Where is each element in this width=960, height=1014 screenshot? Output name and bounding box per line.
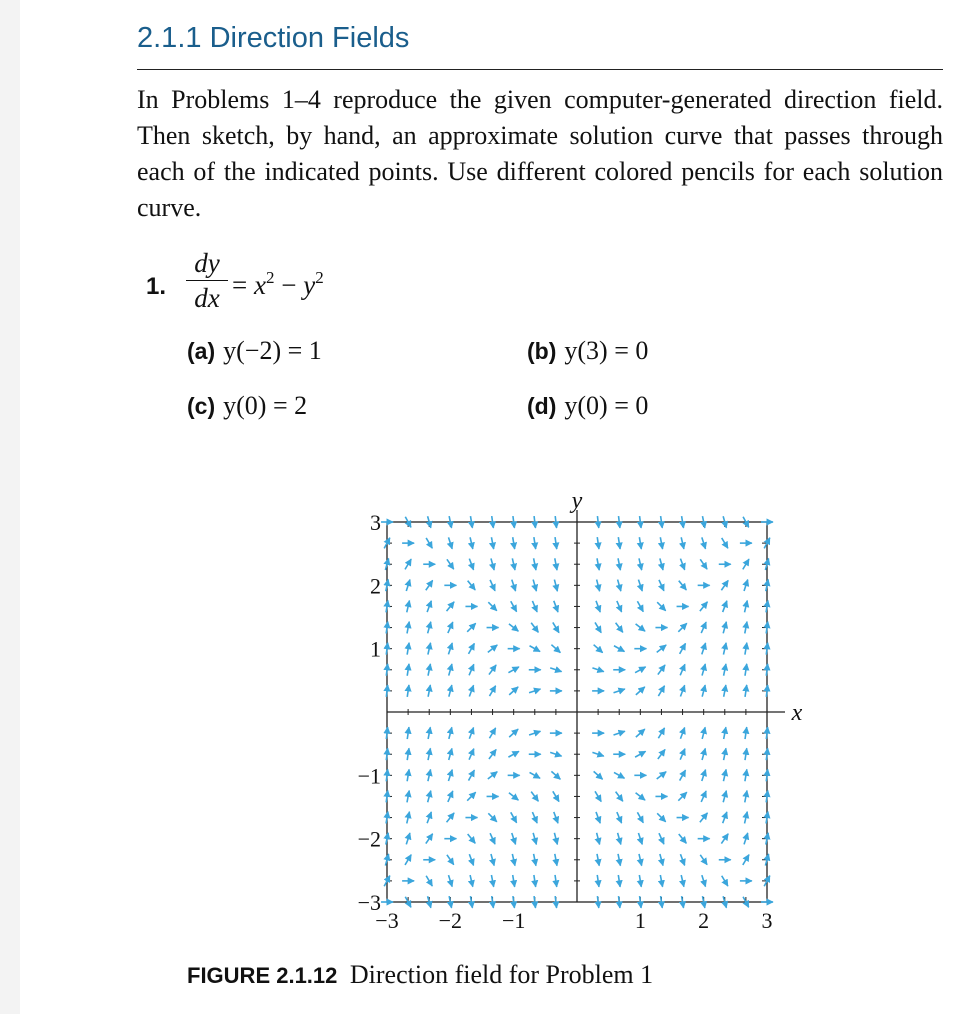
field-arrow: [659, 580, 664, 591]
field-arrow: [745, 685, 747, 697]
field-arrow: [407, 685, 409, 697]
field-arrow: [745, 769, 747, 781]
field-arrow: [491, 854, 494, 866]
field-arrow: [492, 896, 494, 908]
field-arrow: [744, 833, 748, 844]
field-arrow: [657, 772, 666, 779]
field-arrow: [743, 559, 749, 569]
field-arrow: [407, 791, 409, 803]
field-arrow: [508, 751, 518, 757]
field-arrow: [640, 516, 641, 528]
y-tick-label: −2: [357, 826, 381, 852]
field-arrow: [448, 537, 452, 548]
y-tick-label: 3: [370, 510, 381, 535]
field-arrow: [428, 748, 430, 760]
field-arrow: [724, 727, 726, 739]
field-arrow: [553, 622, 559, 632]
direction-field-plot: [20, 0, 960, 1014]
field-arrow: [597, 580, 600, 592]
field-arrow: [722, 876, 728, 886]
field-arrow: [660, 537, 662, 549]
field-arrow: [594, 771, 603, 779]
field-arrow: [489, 728, 495, 738]
field-arrow: [661, 896, 663, 908]
field-arrow: [745, 812, 748, 824]
y-tick-label: −3: [357, 890, 381, 915]
x-tick-label: −1: [501, 908, 526, 933]
x-tick-label: 3: [761, 908, 773, 933]
field-arrow: [513, 896, 514, 908]
field-arrow: [680, 854, 684, 865]
field-arrow: [386, 812, 388, 824]
field-arrow: [745, 791, 747, 803]
field-arrow: [700, 813, 708, 822]
field-arrow: [489, 749, 496, 759]
field-arrow: [511, 601, 517, 611]
field-arrow: [636, 687, 645, 695]
field-arrow: [658, 749, 665, 759]
y-tick-label: 2: [370, 573, 381, 599]
field-arrow: [701, 791, 706, 802]
field-arrow: [407, 812, 410, 824]
field-arrow: [724, 748, 726, 760]
field-arrow: [745, 664, 747, 676]
field-arrow: [635, 667, 645, 673]
field-arrow: [428, 622, 431, 634]
field-arrow: [681, 537, 684, 549]
field-arrow: [490, 580, 495, 591]
field-arrow: [745, 748, 747, 760]
field-arrow: [658, 686, 664, 696]
field-arrow: [470, 516, 472, 528]
field-arrow: [616, 792, 623, 802]
field-arrow: [428, 664, 430, 676]
field-arrow: [554, 812, 558, 823]
fraction-denominator: dx: [194, 283, 220, 313]
field-arrow: [488, 813, 496, 821]
field-arrow: [531, 623, 538, 633]
field-arrow: [447, 855, 454, 865]
field-arrow: [614, 689, 625, 693]
field-arrow: [639, 558, 642, 570]
field-arrow: [596, 812, 600, 823]
rhs-y-exponent: 2: [315, 268, 324, 287]
field-arrow: [766, 812, 768, 824]
field-arrow: [509, 729, 518, 737]
field-arrow: [489, 686, 495, 696]
field-arrow: [724, 664, 726, 676]
field-arrow: [744, 580, 748, 591]
field-arrow: [489, 665, 496, 675]
field-arrow: [635, 751, 645, 757]
field-arrow: [512, 854, 515, 866]
field-arrow: [449, 748, 452, 760]
field-arrow: [723, 791, 726, 803]
field-arrow: [426, 876, 432, 886]
field-arrow: [428, 685, 430, 697]
field-arrow: [595, 622, 601, 632]
field-arrow: [597, 854, 599, 866]
field-arrow: [488, 772, 497, 779]
field-arrow: [702, 727, 705, 739]
field-arrow: [637, 601, 643, 611]
field-arrow: [509, 687, 518, 695]
field-arrow: [406, 580, 410, 591]
section-number: 2.1.1: [137, 22, 202, 54]
field-arrow: [638, 833, 642, 844]
field-arrow: [555, 875, 557, 887]
field-arrow: [470, 896, 472, 908]
field-arrow: [617, 601, 622, 612]
field-arrow: [639, 537, 641, 549]
field-arrow: [618, 875, 620, 887]
part-a-label: (a): [187, 338, 216, 364]
field-arrow: [449, 664, 452, 676]
field-arrow: [469, 854, 473, 865]
part-a-expr: y(−2) = 1: [223, 336, 322, 365]
field-arrow: [592, 668, 603, 672]
field-arrow: [680, 664, 685, 675]
field-arrow: [407, 727, 409, 739]
field-arrow: [659, 833, 664, 844]
field-arrow: [657, 645, 666, 652]
field-arrow: [618, 833, 621, 845]
x-tick-label: −2: [438, 908, 463, 933]
x-axis-label: x: [791, 700, 803, 726]
part-d-label: (d): [527, 393, 557, 419]
field-arrow: [529, 731, 540, 735]
field-arrow: [614, 731, 625, 735]
field-arrow: [640, 896, 641, 908]
field-arrow: [660, 875, 662, 887]
field-arrow: [488, 645, 497, 652]
field-arrow: [636, 793, 645, 800]
field-arrow: [723, 812, 727, 823]
field-arrow: [426, 538, 432, 548]
field-arrow: [533, 580, 536, 592]
field-arrow: [447, 559, 454, 569]
field-arrow: [661, 516, 663, 528]
field-arrow: [407, 664, 409, 676]
problem-number: 1.: [146, 273, 167, 300]
field-arrow: [469, 770, 475, 780]
field-arrow: [555, 854, 557, 866]
field-arrow: [386, 601, 388, 613]
field-arrow: [745, 643, 747, 655]
field-arrow: [682, 896, 684, 908]
field-arrow: [469, 559, 473, 570]
field-arrow: [448, 770, 452, 781]
field-arrow: [723, 769, 726, 781]
field-arrow: [597, 833, 600, 845]
field-arrow: [637, 812, 643, 822]
field-arrow: [407, 601, 410, 613]
field-arrow: [723, 643, 726, 655]
field-arrow: [678, 792, 686, 800]
field-arrow: [680, 559, 684, 570]
field-arrow: [766, 601, 768, 613]
field-arrow: [447, 602, 455, 611]
part-b-label: (b): [527, 338, 557, 364]
field-arrow: [680, 770, 686, 780]
field-arrow: [679, 581, 687, 590]
y-tick-label: −1: [357, 763, 381, 789]
field-arrow: [468, 834, 476, 843]
field-arrow: [470, 537, 473, 549]
rhs-x: x: [253, 270, 266, 300]
field-arrow: [448, 622, 453, 633]
field-arrow: [618, 854, 620, 866]
field-arrow: [723, 601, 727, 612]
field-arrow: [532, 812, 537, 823]
field-arrow: [491, 537, 493, 549]
field-arrow: [555, 558, 557, 570]
field-arrow: [534, 537, 536, 549]
field-arrow: [681, 875, 684, 887]
field-arrow: [597, 558, 599, 570]
field-arrow: [448, 875, 452, 886]
field-arrow: [530, 646, 540, 652]
field-arrow: [745, 601, 748, 613]
field-arrow: [636, 729, 645, 737]
field-arrow: [597, 537, 599, 549]
figure-caption: [187, 960, 653, 990]
field-arrow: [531, 792, 538, 802]
field-arrow: [618, 558, 620, 570]
field-arrow: [639, 854, 642, 866]
field-arrow: [550, 752, 561, 756]
field-arrow: [513, 875, 515, 887]
field-arrow: [721, 580, 728, 590]
field-arrow: [745, 727, 747, 739]
field-arrow: [529, 689, 540, 693]
field-arrow: [594, 645, 603, 653]
field-arrow: [407, 622, 409, 634]
field-arrow: [509, 624, 518, 631]
field-arrow: [534, 558, 536, 570]
field-arrow: [743, 855, 749, 865]
field-arrow: [595, 791, 601, 801]
field-arrow: [680, 727, 684, 738]
field-arrow: [700, 855, 707, 865]
field-arrow: [469, 727, 473, 738]
field-arrow: [702, 537, 706, 548]
field-arrow: [702, 643, 706, 654]
field-arrow: [658, 728, 664, 738]
field-arrow: [724, 685, 726, 697]
field-arrow: [534, 875, 536, 887]
field-arrow: [550, 668, 561, 672]
field-arrow: [679, 834, 687, 843]
field-arrow: [702, 685, 705, 697]
field-arrow: [702, 770, 706, 781]
field-arrow: [491, 875, 493, 887]
field-arrow: [428, 727, 430, 739]
minus-sign: −: [281, 270, 297, 300]
field-arrow: [533, 833, 536, 845]
field-arrow: [407, 748, 409, 760]
field-arrow: [427, 812, 431, 823]
field-arrow: [555, 537, 557, 549]
field-arrow: [448, 643, 452, 654]
field-arrow: [701, 622, 706, 633]
y-tick-label: 1: [370, 636, 381, 662]
field-arrow: [551, 645, 560, 653]
field-arrow: [721, 834, 728, 844]
field-arrow: [534, 854, 536, 866]
field-arrow: [680, 749, 685, 760]
field-arrow: [448, 791, 453, 802]
field-arrow: [469, 643, 475, 653]
field-arrow: [639, 875, 641, 887]
field-arrow: [509, 793, 518, 800]
field-arrow: [702, 664, 705, 676]
field-arrow: [596, 601, 600, 612]
field-arrow: [491, 558, 494, 570]
field-arrow: [468, 581, 476, 590]
field-arrow: [614, 772, 624, 778]
field-arrow: [614, 646, 624, 652]
field-arrow: [723, 622, 726, 634]
field-arrow: [467, 623, 475, 631]
field-arrow: [745, 622, 747, 634]
field-arrow: [426, 834, 433, 844]
field-arrow: [490, 833, 495, 844]
field-arrow: [592, 752, 603, 756]
intro-paragraph: In Problems 1–4 reproduce the given computer-generated direction field. Then sketch, by hand, an approximate solution curve that passes through each of the indicated points. Use different colored pencils for each solution curve.: [137, 85, 943, 222]
field-arrow: [428, 643, 431, 655]
field-arrow: [702, 748, 705, 760]
field-arrow: [508, 667, 518, 673]
field-arrow: [428, 769, 431, 781]
field-arrow: [551, 771, 560, 779]
x-tick-label: 2: [698, 908, 710, 933]
field-arrow: [469, 685, 473, 696]
field-arrow: [532, 601, 537, 612]
field-arrow: [554, 601, 558, 612]
x-tick-label: 1: [634, 908, 646, 933]
field-arrow: [678, 623, 686, 631]
figure-caption-text: Direction field for Problem 1: [349, 960, 654, 989]
field-arrow: [660, 854, 663, 866]
field-arrow: [470, 875, 473, 887]
fraction-numerator: dy: [194, 248, 220, 278]
field-arrow: [406, 833, 410, 844]
field-arrow: [449, 685, 452, 697]
field-arrow: [469, 749, 474, 760]
field-arrow: [657, 813, 665, 821]
field-arrow: [407, 643, 409, 655]
field-arrow: [618, 580, 621, 592]
field-arrow: [702, 875, 706, 886]
field-arrow: [657, 602, 665, 610]
field-arrow: [512, 558, 515, 570]
field-arrow: [554, 580, 557, 592]
field-arrow: [492, 516, 494, 528]
field-arrow: [700, 602, 708, 611]
field-arrow: [469, 664, 474, 675]
part-b-expr: y(3) = 0: [564, 336, 649, 365]
field-arrow: [512, 833, 516, 844]
field-arrow: [427, 601, 431, 612]
rhs-y: y: [303, 270, 316, 300]
field-arrow: [616, 623, 623, 633]
field-arrow: [513, 537, 515, 549]
field-arrow: [658, 665, 665, 675]
field-arrow: [660, 558, 663, 570]
equals-sign: =: [232, 270, 248, 300]
field-arrow: [554, 833, 557, 845]
field-arrow: [618, 537, 620, 549]
part-c-label: (c): [187, 393, 216, 419]
field-arrow: [636, 624, 645, 631]
field-arrow: [407, 769, 409, 781]
field-arrow: [722, 538, 728, 548]
field-arrow: [513, 516, 514, 528]
field-arrow: [680, 685, 684, 696]
field-arrow: [426, 580, 433, 590]
page: [20, 0, 960, 1014]
field-arrow: [405, 855, 411, 865]
y-axis-label: y: [571, 488, 583, 514]
field-arrow: [682, 516, 684, 528]
field-arrow: [488, 602, 496, 610]
field-arrow: [553, 791, 559, 801]
x-tick-label: −3: [375, 908, 399, 933]
field-arrow: [680, 643, 686, 653]
field-arrow: [447, 813, 455, 822]
field-arrow: [512, 580, 516, 591]
field-arrow: [597, 875, 599, 887]
field-arrow: [428, 791, 431, 803]
section-title: Direction Fields: [209, 22, 410, 54]
field-arrow: [449, 727, 452, 739]
rhs-x-exponent: 2: [265, 268, 275, 287]
field-arrow: [617, 812, 622, 823]
field-arrow: [700, 559, 707, 569]
field-arrow: [638, 580, 642, 591]
field-arrow: [511, 812, 517, 822]
part-c-expr: y(0) = 2: [223, 391, 308, 420]
figure-number: FIGURE 2.1.12: [187, 963, 338, 988]
field-arrow: [467, 792, 475, 800]
field-arrow: [405, 559, 411, 569]
part-d-expr: y(0) = 0: [564, 391, 649, 420]
field-arrow: [530, 772, 540, 778]
